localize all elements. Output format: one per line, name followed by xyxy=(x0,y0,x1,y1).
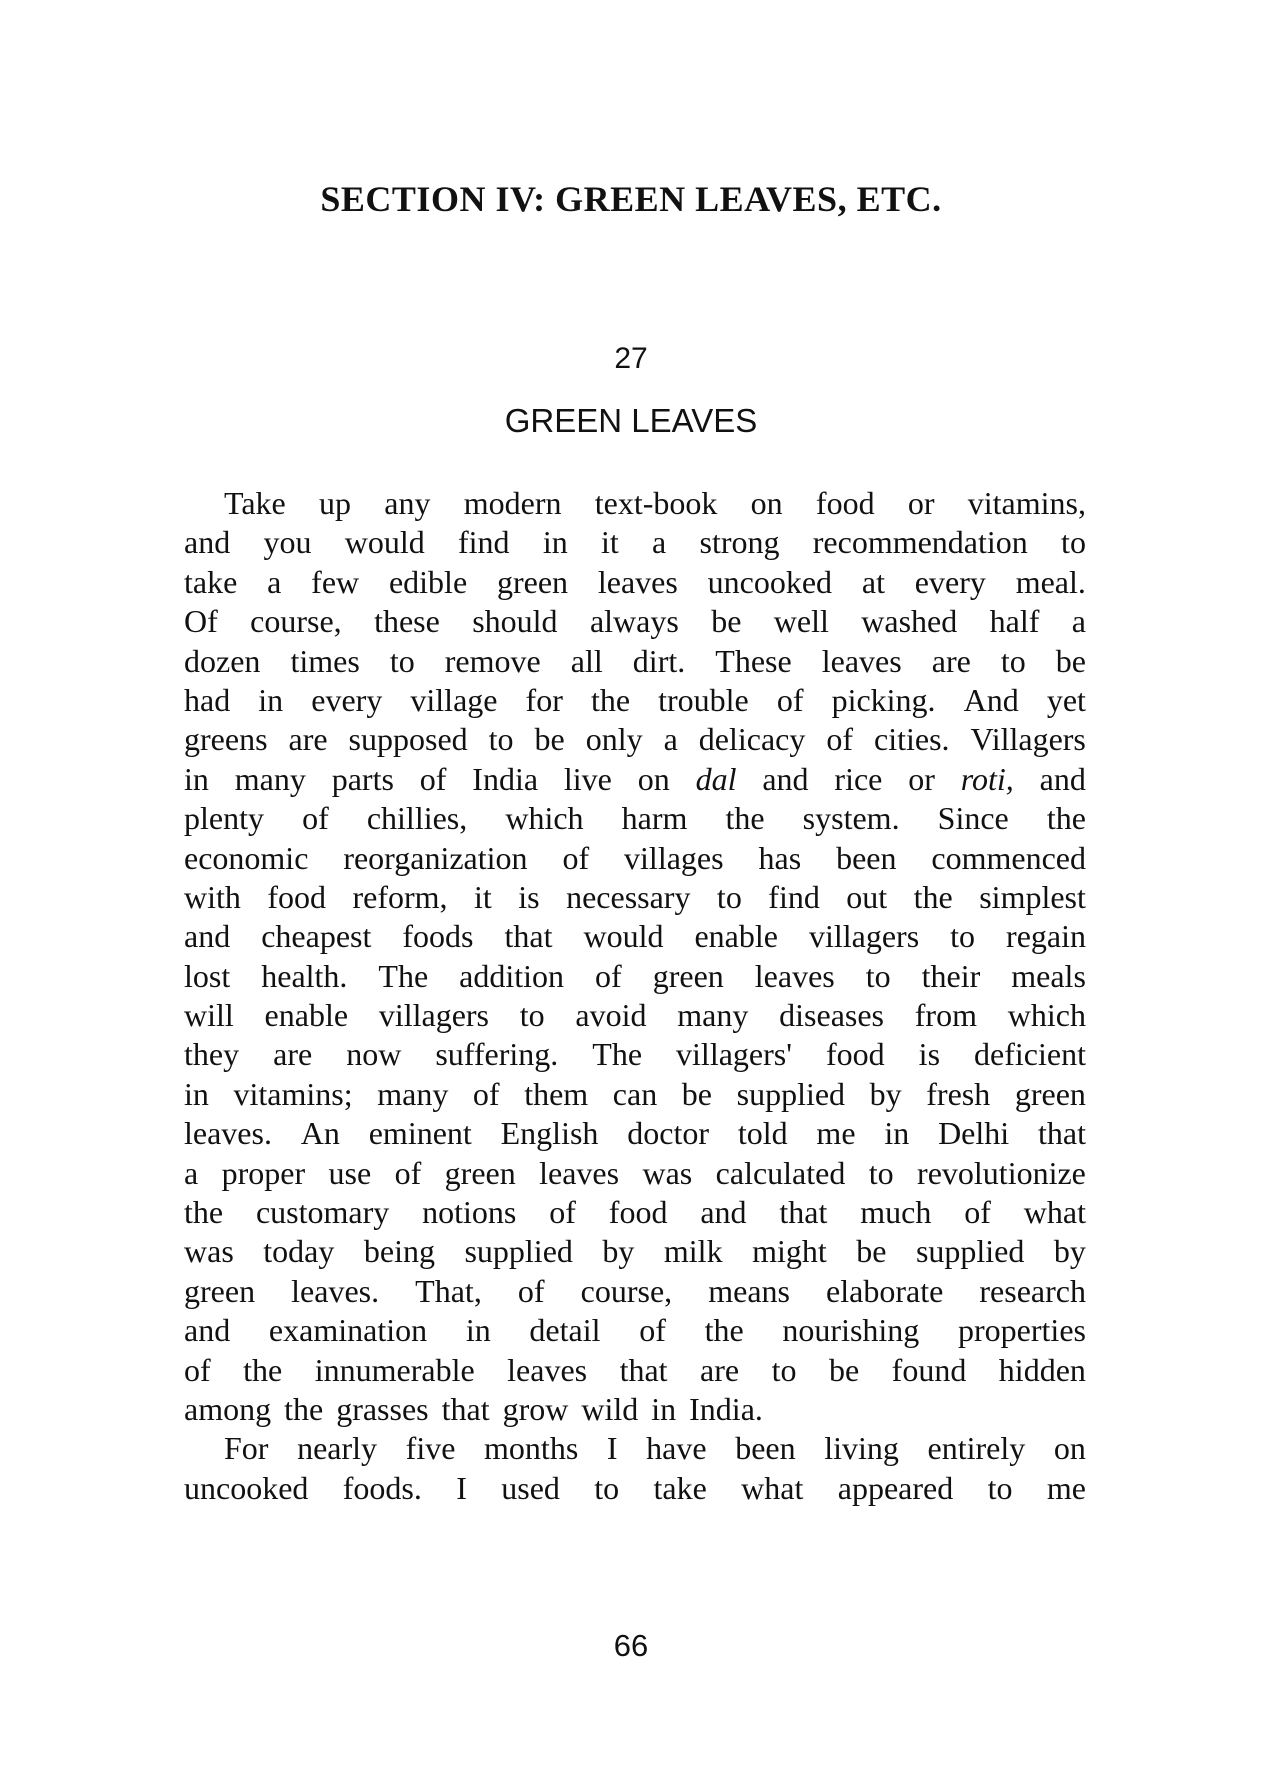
word: English xyxy=(500,1115,599,1152)
word: I xyxy=(606,1430,618,1467)
word: these xyxy=(374,603,440,640)
word: always xyxy=(589,603,679,640)
word: addition xyxy=(459,957,565,994)
word: would xyxy=(583,918,664,955)
section-heading: SECTION IV: GREEN LEAVES, ETC. xyxy=(320,179,942,219)
word: in xyxy=(884,1115,910,1152)
word: to xyxy=(865,957,891,994)
word: to xyxy=(1061,524,1086,561)
text-line xyxy=(184,996,1086,1035)
word: Take xyxy=(224,485,286,521)
body-paragraphs xyxy=(184,484,1086,1508)
word: on xyxy=(637,760,670,797)
word: any xyxy=(384,485,431,521)
word: innumerable xyxy=(314,1351,475,1388)
word: to xyxy=(594,1469,620,1506)
word: the xyxy=(590,681,631,718)
text-line xyxy=(184,1390,1086,1429)
word: proper xyxy=(221,1154,306,1191)
word: five xyxy=(405,1430,456,1467)
word: a xyxy=(1071,603,1086,640)
word: been xyxy=(735,1430,796,1467)
word: reorganization xyxy=(343,839,528,876)
word: the xyxy=(284,1390,324,1427)
word: system. xyxy=(802,800,900,837)
word: of xyxy=(302,800,329,837)
word: be xyxy=(711,603,742,640)
word: on xyxy=(750,485,783,521)
word: me xyxy=(1046,1469,1086,1506)
word: should xyxy=(472,603,558,640)
word: a xyxy=(663,721,678,758)
word: well xyxy=(773,603,829,640)
word: to xyxy=(987,1469,1013,1506)
word: food xyxy=(815,485,875,521)
word: in xyxy=(184,760,209,797)
word: that xyxy=(779,1194,828,1231)
word: them xyxy=(524,1075,589,1112)
word: and xyxy=(762,760,809,797)
word: modern xyxy=(463,485,562,521)
word: supplied xyxy=(915,1233,1025,1270)
word: The xyxy=(378,957,429,994)
word: commenced xyxy=(931,839,1086,876)
word: hidden xyxy=(998,1351,1086,1388)
word: leaves xyxy=(754,957,835,994)
word: many xyxy=(377,1075,449,1112)
word: the xyxy=(1046,800,1086,837)
word: being xyxy=(363,1233,435,1270)
text-line xyxy=(184,1075,1086,1114)
word: among xyxy=(184,1390,272,1427)
word: lost xyxy=(184,957,231,994)
word: in xyxy=(542,524,568,561)
word: calculated xyxy=(715,1154,846,1191)
word: dirt. xyxy=(632,642,686,679)
word: rice xyxy=(834,760,883,797)
word: are xyxy=(700,1351,740,1388)
word: a xyxy=(267,563,282,600)
word: economic xyxy=(184,839,309,876)
word: nearly xyxy=(297,1430,378,1467)
word: used xyxy=(501,1469,560,1506)
word: take xyxy=(184,563,238,600)
word: living xyxy=(824,1430,899,1467)
word: India. xyxy=(689,1390,763,1427)
text-line xyxy=(184,720,1086,759)
word: That, xyxy=(415,1272,482,1309)
word: edible xyxy=(388,563,468,600)
word: leaves. xyxy=(291,1272,380,1309)
word: cheapest xyxy=(261,918,372,955)
word: vitamins; xyxy=(233,1075,353,1112)
word: examination xyxy=(268,1312,428,1349)
word: few xyxy=(311,563,360,600)
word: health. xyxy=(261,957,348,994)
word: in xyxy=(651,1390,677,1427)
word: text-book xyxy=(594,485,718,521)
word: supposed xyxy=(348,721,468,758)
word: green xyxy=(184,1272,256,1309)
word: has xyxy=(758,839,802,876)
word: to xyxy=(950,918,976,955)
word: villages xyxy=(624,839,724,876)
word: be xyxy=(856,1233,887,1270)
word: detail xyxy=(529,1312,601,1349)
word: that xyxy=(441,1390,490,1427)
word: found xyxy=(891,1351,967,1388)
word: for xyxy=(525,681,563,718)
word: of xyxy=(394,1154,422,1191)
word: enable xyxy=(694,918,778,955)
word: Villagers xyxy=(970,721,1086,758)
word: their xyxy=(921,957,981,994)
word: of xyxy=(562,839,590,876)
word: leaves xyxy=(821,642,902,679)
word: and xyxy=(184,524,231,561)
word: strong xyxy=(699,524,780,561)
word: trouble xyxy=(658,681,749,718)
word: half xyxy=(989,603,1040,640)
word: Delhi xyxy=(938,1115,1010,1152)
word: reform, xyxy=(352,878,448,915)
text-line xyxy=(184,681,1086,720)
word: of xyxy=(517,1272,545,1309)
word: of xyxy=(419,760,447,797)
word: entirely xyxy=(927,1430,1026,1467)
word: would xyxy=(344,524,425,561)
word: harm xyxy=(621,800,688,837)
word: by xyxy=(869,1075,902,1112)
word: delicacy xyxy=(698,721,806,758)
word: at xyxy=(861,563,885,600)
word: me xyxy=(816,1115,856,1152)
word: find xyxy=(768,878,820,915)
word: much xyxy=(860,1194,932,1231)
text-line xyxy=(184,1469,1086,1508)
word: to xyxy=(868,1154,894,1191)
text-line xyxy=(184,1232,1086,1271)
text-line xyxy=(184,484,1086,523)
word: grasses xyxy=(336,1390,429,1427)
word: recommendation xyxy=(812,524,1028,561)
word: grow xyxy=(502,1390,569,1427)
text-line xyxy=(184,642,1086,681)
text-line xyxy=(184,839,1086,878)
word: An xyxy=(300,1115,340,1152)
word: foods xyxy=(402,918,474,955)
word: nourishing xyxy=(782,1312,920,1349)
word: eminent xyxy=(368,1115,472,1152)
word: food xyxy=(826,1036,885,1073)
text-line xyxy=(184,917,1086,956)
word: remove xyxy=(444,642,541,679)
word: find xyxy=(458,524,510,561)
text-line xyxy=(184,878,1086,917)
text-line xyxy=(184,602,1086,641)
word: course, xyxy=(580,1272,673,1309)
word: months xyxy=(484,1430,579,1467)
word: and xyxy=(1039,760,1086,797)
word: meal. xyxy=(1015,563,1086,600)
word: of xyxy=(826,721,853,758)
word: fresh xyxy=(926,1075,991,1112)
word: use xyxy=(328,1154,372,1191)
word: been xyxy=(836,839,897,876)
word: leaves xyxy=(597,563,678,600)
word: they xyxy=(184,1036,240,1073)
word: elaborate xyxy=(826,1272,944,1309)
word: to xyxy=(1000,642,1026,679)
word: a xyxy=(184,1154,199,1191)
word: what xyxy=(1023,1194,1086,1231)
word: be xyxy=(681,1075,712,1112)
word: and xyxy=(184,918,231,955)
word: take xyxy=(653,1469,707,1506)
word: Since xyxy=(937,800,1009,837)
word: For xyxy=(224,1430,269,1467)
chapter-number: 27 xyxy=(614,342,648,375)
word: or xyxy=(907,485,935,521)
text-line xyxy=(184,760,1086,799)
word: have xyxy=(646,1430,707,1467)
word: on xyxy=(1053,1430,1086,1467)
word: only xyxy=(585,721,643,758)
word: today xyxy=(263,1233,335,1270)
text-line xyxy=(184,1351,1086,1390)
word: to xyxy=(488,721,514,758)
word: to xyxy=(389,642,415,679)
word: live xyxy=(563,760,612,797)
word: the xyxy=(913,878,953,915)
text-line xyxy=(184,1193,1086,1232)
word: green xyxy=(496,563,569,600)
word: villagers xyxy=(808,918,920,955)
word: villagers' xyxy=(676,1036,792,1073)
word: many xyxy=(234,760,306,797)
word: uncooked xyxy=(707,563,833,600)
word: green xyxy=(1014,1075,1086,1112)
text-line xyxy=(184,1035,1086,1074)
word: it xyxy=(600,524,619,561)
word: be xyxy=(1055,642,1086,679)
word: leaves xyxy=(539,1154,620,1191)
word: parts xyxy=(331,760,394,797)
word: in xyxy=(465,1312,491,1349)
word: India xyxy=(472,760,539,797)
word: enable xyxy=(264,997,349,1034)
word: which xyxy=(1007,997,1086,1034)
word: the xyxy=(243,1351,283,1388)
text-line xyxy=(184,1272,1086,1311)
word: was xyxy=(184,1233,234,1270)
word: you xyxy=(263,524,312,561)
word: food xyxy=(267,878,327,915)
word: Of xyxy=(184,603,218,640)
word: suffering. xyxy=(435,1036,559,1073)
word: be xyxy=(828,1351,860,1388)
word: plenty xyxy=(184,800,264,837)
page-number: 66 xyxy=(613,1628,649,1663)
word: all xyxy=(570,642,603,679)
word: The xyxy=(592,1036,643,1073)
word: green xyxy=(444,1154,516,1191)
word: simplest xyxy=(979,878,1086,915)
word: are xyxy=(288,721,328,758)
word: of xyxy=(964,1194,991,1231)
word: the xyxy=(725,800,765,837)
word: of xyxy=(184,1351,211,1388)
word: deficient xyxy=(974,1036,1086,1073)
word: milk xyxy=(663,1233,723,1270)
word: the xyxy=(704,1312,744,1349)
word: customary xyxy=(255,1194,390,1231)
word: might xyxy=(752,1233,827,1270)
word: every xyxy=(311,681,383,718)
word: vitamins, xyxy=(967,485,1086,521)
word: appeared xyxy=(837,1469,954,1506)
word: washed xyxy=(861,603,958,640)
word: in xyxy=(184,1075,209,1112)
word: it xyxy=(474,878,492,915)
word: avoid xyxy=(575,997,647,1034)
word: now xyxy=(346,1036,402,1073)
word: These xyxy=(715,642,792,679)
word: of xyxy=(639,1312,666,1349)
word: diseases xyxy=(779,997,884,1034)
word: cities. xyxy=(873,721,950,758)
text-line xyxy=(184,563,1086,602)
word: regain xyxy=(1006,918,1086,955)
word: roti, xyxy=(960,760,1014,797)
word: that xyxy=(504,918,553,955)
word: villagers xyxy=(378,997,489,1034)
word: of xyxy=(472,1075,500,1112)
word: And xyxy=(963,681,1019,718)
word: research xyxy=(979,1272,1086,1309)
word: by xyxy=(1053,1233,1086,1270)
word: revolutionize xyxy=(917,1154,1086,1191)
text-line xyxy=(184,1154,1086,1193)
word: foods. xyxy=(342,1469,422,1506)
text-line xyxy=(184,1311,1086,1350)
word: of xyxy=(595,957,622,994)
word: dal xyxy=(695,760,737,797)
word: leaves xyxy=(507,1351,588,1388)
word: wild xyxy=(581,1390,639,1427)
word: course, xyxy=(250,603,342,640)
word: properties xyxy=(958,1312,1086,1349)
word: with xyxy=(184,878,241,915)
word: a xyxy=(652,524,667,561)
word: notions xyxy=(422,1194,517,1231)
word: had xyxy=(184,681,231,718)
word: means xyxy=(708,1272,790,1309)
word: to xyxy=(519,997,545,1034)
word: in xyxy=(258,681,284,718)
word: dozen xyxy=(184,642,261,679)
word: told xyxy=(737,1115,788,1152)
word: greens xyxy=(184,721,268,758)
word: I xyxy=(456,1469,467,1506)
word: green xyxy=(652,957,724,994)
word: many xyxy=(677,997,749,1034)
word: supplied xyxy=(736,1075,846,1112)
word: every xyxy=(914,563,986,600)
word: are xyxy=(931,642,971,679)
word: up xyxy=(318,485,351,521)
word: and xyxy=(700,1194,747,1231)
word: times xyxy=(290,642,360,679)
word: necessary xyxy=(566,878,691,915)
text-line xyxy=(184,799,1086,838)
word: meals xyxy=(1011,957,1086,994)
word: uncooked xyxy=(184,1469,309,1506)
word: will xyxy=(184,997,234,1034)
word: and xyxy=(184,1312,231,1349)
text-line xyxy=(184,1429,1086,1468)
word: doctor xyxy=(627,1115,709,1152)
word: was xyxy=(642,1154,693,1191)
word: to xyxy=(716,878,742,915)
word: can xyxy=(612,1075,658,1112)
word: that xyxy=(619,1351,668,1388)
word: is xyxy=(518,878,540,915)
text-line xyxy=(184,957,1086,996)
word: out xyxy=(846,878,888,915)
word: yet xyxy=(1046,681,1086,718)
word: of xyxy=(776,681,804,718)
word: of xyxy=(549,1194,576,1231)
word: what xyxy=(741,1469,804,1506)
word: village xyxy=(410,681,498,718)
word: or xyxy=(908,760,935,797)
word: leaves. xyxy=(184,1115,272,1152)
word: supplied xyxy=(464,1233,573,1270)
word: from xyxy=(914,997,977,1034)
chapter-title: GREEN LEAVES xyxy=(504,402,758,439)
text-line xyxy=(184,1114,1086,1153)
word: which xyxy=(505,800,584,837)
word: that xyxy=(1037,1115,1086,1152)
text-line xyxy=(184,523,1086,562)
word: the xyxy=(184,1194,224,1231)
word: to xyxy=(771,1351,797,1388)
word: picking. xyxy=(831,681,936,718)
word: by xyxy=(602,1233,635,1270)
word: food xyxy=(608,1194,668,1231)
word: chillies, xyxy=(366,800,468,837)
word: be xyxy=(534,721,565,758)
word: are xyxy=(273,1036,313,1073)
word: is xyxy=(918,1036,941,1073)
